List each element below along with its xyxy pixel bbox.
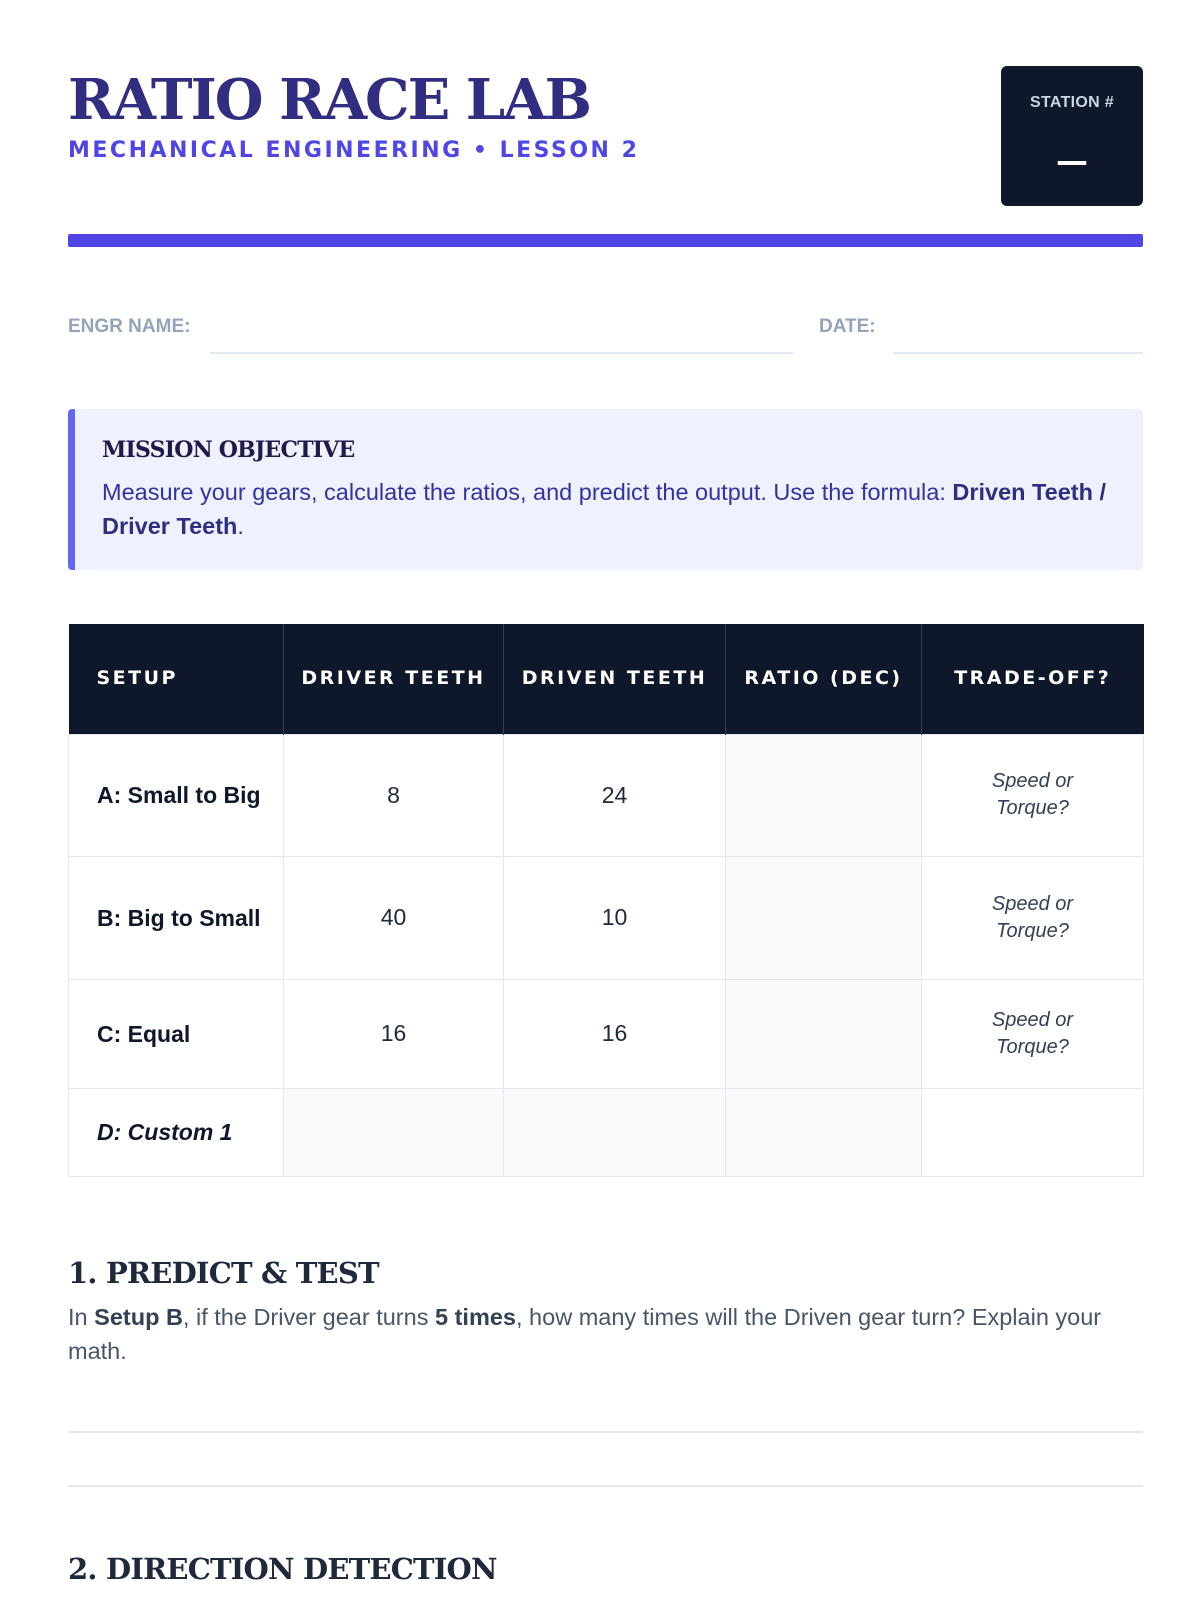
table-header-row bbox=[69, 624, 1144, 734]
setup-cell: A: Small to Big bbox=[69, 734, 284, 856]
question-1-text bbox=[68, 1300, 1143, 1368]
driven-teeth-cell: 10 bbox=[504, 856, 726, 979]
table-row bbox=[69, 979, 1144, 1088]
engr-name-label: ENGR NAME: bbox=[68, 316, 191, 337]
ratio-input-cell[interactable] bbox=[726, 979, 922, 1088]
driver-teeth-input-cell[interactable] bbox=[284, 1088, 504, 1176]
question-1-heading: 1. PREDICT & TEST bbox=[68, 1256, 379, 1290]
mission-formula: Driven Teeth / Driver Teeth bbox=[102, 479, 1107, 539]
engr-name-field[interactable] bbox=[210, 352, 793, 354]
station-label: STATION # bbox=[1030, 94, 1114, 111]
header-setup: SETUP bbox=[69, 624, 284, 734]
gear-ratio-table bbox=[68, 624, 1144, 1177]
setup-cell: D: Custom 1 bbox=[69, 1088, 284, 1176]
tradeoff-input-cell[interactable] bbox=[922, 1088, 1144, 1176]
ratio-input-cell[interactable] bbox=[726, 856, 922, 979]
setup-cell: B: Big to Small bbox=[69, 856, 284, 979]
date-label: DATE: bbox=[819, 316, 876, 337]
table-row bbox=[69, 1088, 1144, 1176]
mission-title: MISSION OBJECTIVE bbox=[102, 437, 355, 463]
table-row bbox=[69, 734, 1144, 856]
mission-objective-box bbox=[68, 409, 1143, 570]
driven-teeth-cell: 24 bbox=[504, 734, 726, 856]
header-driven-teeth: DRIVEN TEETH bbox=[504, 624, 726, 734]
ratio-input-cell[interactable] bbox=[726, 1088, 922, 1176]
header-driver-teeth: DRIVER TEETH bbox=[284, 624, 504, 734]
driver-teeth-cell: 8 bbox=[284, 734, 504, 856]
answer-line[interactable] bbox=[68, 1485, 1143, 1487]
date-field[interactable] bbox=[893, 352, 1143, 354]
station-box bbox=[1001, 66, 1143, 206]
tradeoff-cell[interactable]: Speed or Torque? bbox=[922, 734, 1144, 856]
mission-text-body: Measure your gears, calculate the ratios, and predict the output. Use the formula: bbox=[102, 479, 953, 505]
q1-text-part: In bbox=[68, 1304, 95, 1330]
driver-teeth-cell: 16 bbox=[284, 979, 504, 1088]
header-ratio: RATIO (DEC) bbox=[726, 624, 922, 734]
tradeoff-cell[interactable]: Speed or Torque? bbox=[922, 856, 1144, 979]
q1-text-part: , how many times will the Driven gear turn? Explain your math. bbox=[68, 1304, 1102, 1364]
driven-teeth-cell: 16 bbox=[504, 979, 726, 1088]
page-subtitle: MECHANICAL ENGINEERING • LESSON 2 bbox=[68, 138, 640, 163]
q1-turns-emphasis: 5 times bbox=[435, 1304, 516, 1330]
accent-divider bbox=[68, 234, 1143, 247]
mission-text bbox=[102, 475, 1115, 543]
station-value: — bbox=[1056, 142, 1088, 180]
q1-setup-emphasis: Setup B bbox=[94, 1304, 183, 1330]
answer-line[interactable] bbox=[68, 1431, 1143, 1433]
worksheet-header bbox=[68, 66, 1143, 206]
ratio-input-cell[interactable] bbox=[726, 734, 922, 856]
header-tradeoff: TRADE-OFF? bbox=[922, 624, 1144, 734]
table-row bbox=[69, 856, 1144, 979]
setup-cell: C: Equal bbox=[69, 979, 284, 1088]
question-2-heading: 2. DIRECTION DETECTION bbox=[68, 1552, 497, 1586]
page-title: RATIO RACE LAB bbox=[68, 67, 590, 133]
tradeoff-cell[interactable]: Speed or Torque? bbox=[922, 979, 1144, 1088]
driver-teeth-cell: 40 bbox=[284, 856, 504, 979]
mission-text-end: . bbox=[237, 513, 244, 539]
q1-text-part: , if the Driver gear turns bbox=[182, 1304, 435, 1330]
driven-teeth-input-cell[interactable] bbox=[504, 1088, 726, 1176]
